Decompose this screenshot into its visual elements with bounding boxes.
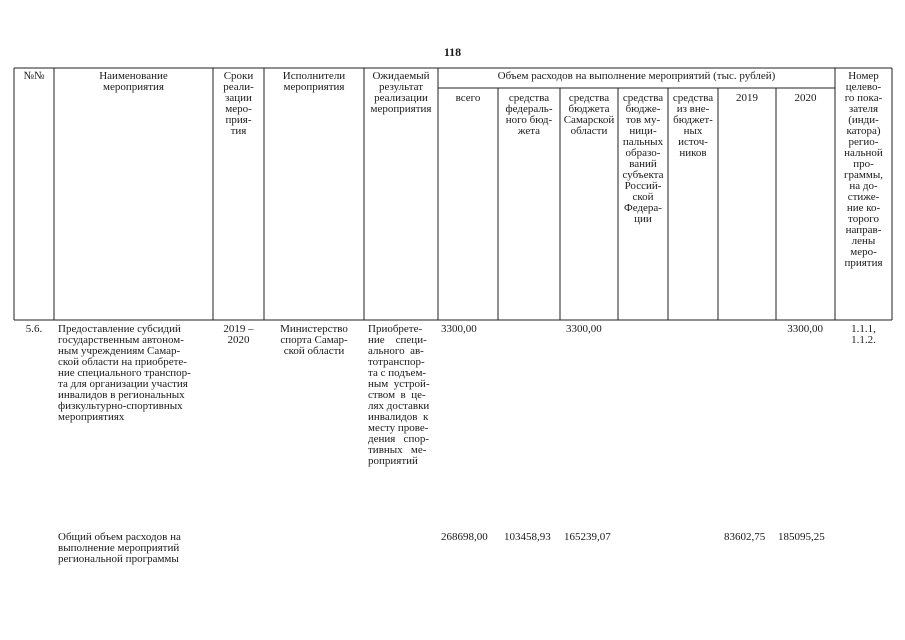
summary-label: Общий объем расходов на выполнение мероприятий региональной программы [58,531,181,565]
header-volume-group: Объем расходов на выполнение мероприятий (тыс. рублей) [497,70,776,82]
summary-federal: 103458,93 [504,531,551,543]
summary-2020: 185095,25 [778,531,825,543]
summary-2019: 83602,75 [724,531,766,543]
header-extrabudget: средства из вне- бюджет- ных источ- ников [672,92,714,159]
summary-regional: 165239,07 [564,531,611,543]
header-federal: средства федераль- ного бюд- жета [505,92,553,137]
row-num: 5.6. [25,323,43,335]
row-period: 2019 – 2020 [223,323,254,346]
row-executors: Министерство спорта Самар- ской области [280,323,348,357]
row-2020: 3300,00 [787,323,823,335]
header-2019: 2019 [736,92,758,104]
header-indicator: Номер целево- го пока- зателя (инди- катора) регио- нальной про- граммы, на до- стиже- ние ко- торого направ- лены меро- приятия [844,70,883,269]
row-result: Приобрете- ние специ- ального ав- тотранспор- та с подъем- ным устрой- ством в це- лях доставки инвалидов к месту прове- дения спор- тивных ме- роприятий [368,323,430,467]
header-result: Ожидаемый результат реализации мероприятия [370,70,432,115]
header-name: Наименование мероприятия [99,70,168,93]
summary-total: 268698,00 [441,531,488,543]
row-indicator: 1.1.1, 1.1.2. [851,323,876,346]
page-number: 118 [443,45,462,59]
row-total: 3300,00 [441,323,477,335]
header-executors: Исполнители мероприятия [282,70,346,93]
row-regional: 3300,00 [566,323,602,335]
header-municipal: средства бюдже- тов му- ници- пальных образо- ваний субъекта Россий- ской Федера- ции [622,92,664,225]
header-total: всего [455,92,481,104]
header-num: №№ [23,70,45,82]
row-name: Предоставление субсидий государственным автоном- ным учреждениям Самар- ской области на приобрете- ние специального транспор- та для организации участия инвалидов в региональных физкультурно-спортивных мероприятиях [58,323,191,423]
header-regional: средства бюджета Самарской области [563,92,615,137]
header-period: Сроки реали- зации меро- прия- тия [223,70,254,137]
header-2020: 2020 [794,92,817,104]
